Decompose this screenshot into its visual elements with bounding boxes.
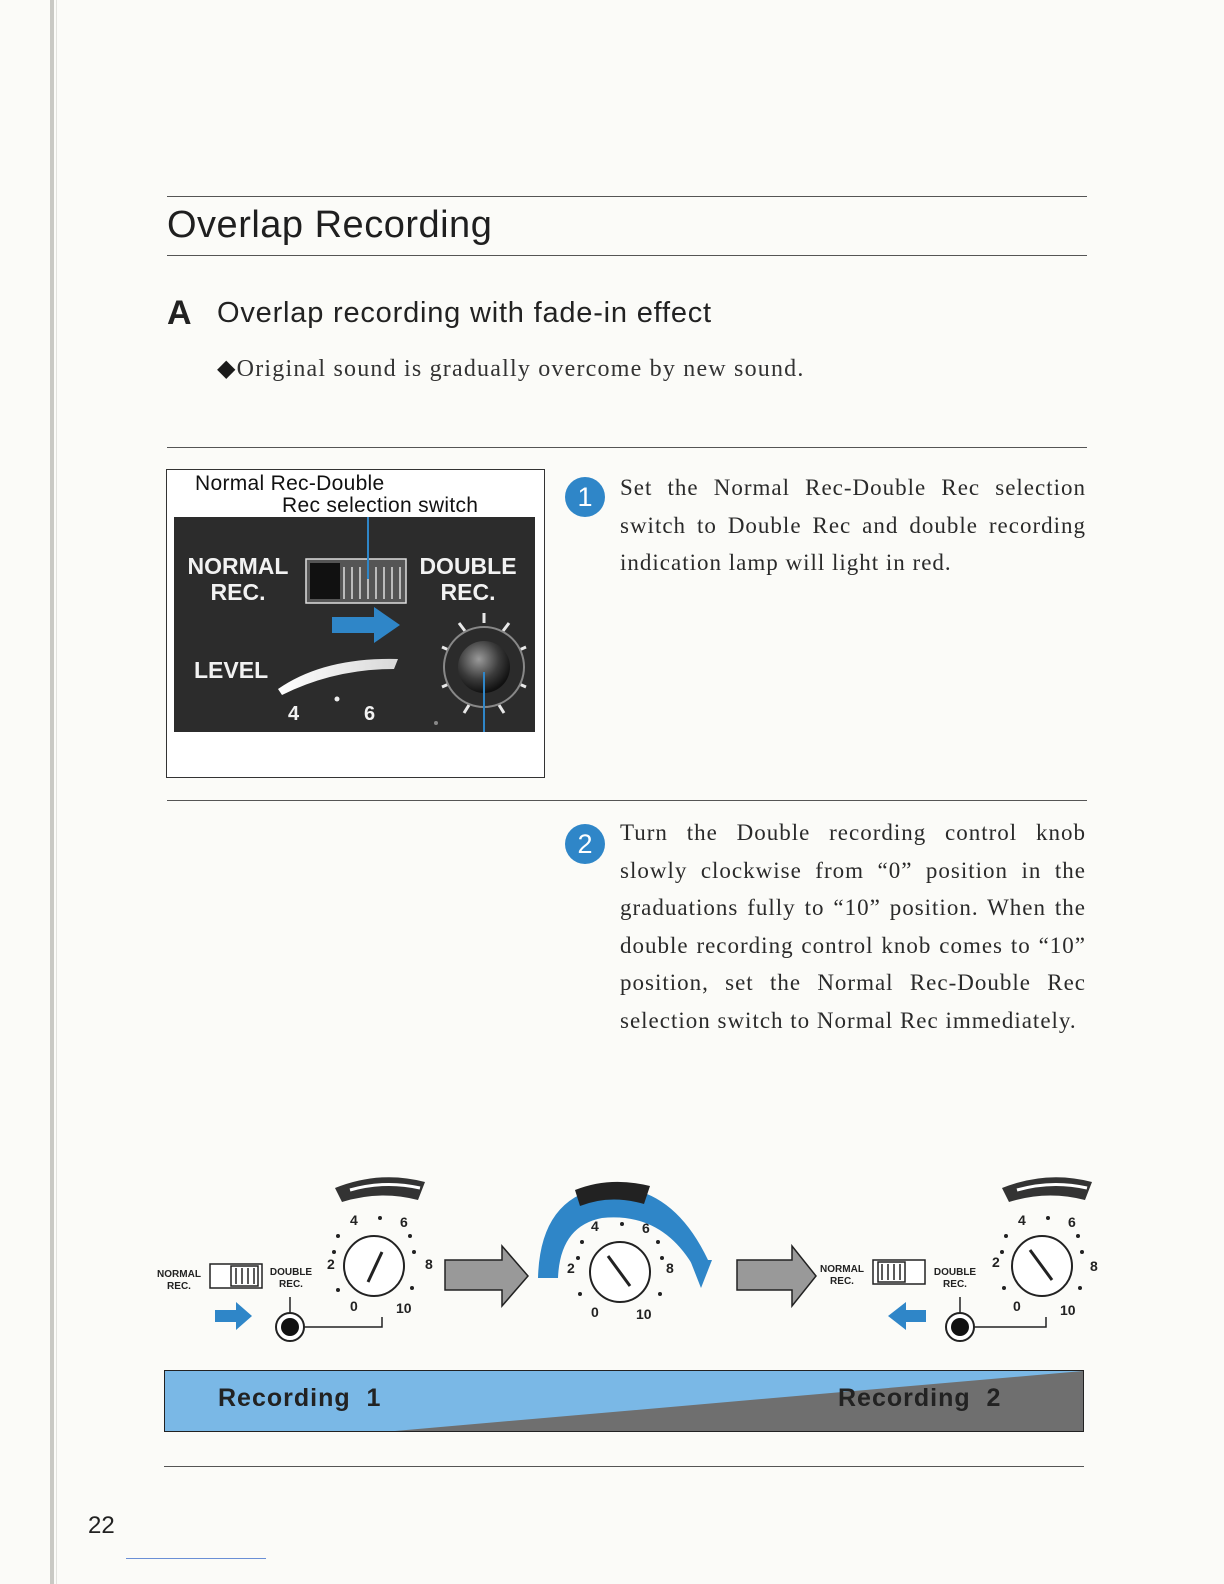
stage-3-tick-8: 8 bbox=[1090, 1258, 1098, 1274]
stage-2-tick-0: 0 bbox=[591, 1304, 599, 1320]
step-2-badge: 2 bbox=[565, 824, 605, 864]
sequence-diagram bbox=[140, 1160, 1100, 1360]
figure-caption-line1: Normal Rec-Double bbox=[195, 472, 385, 495]
stage-3-switch bbox=[873, 1260, 925, 1284]
stage-3-tick-0: 0 bbox=[1013, 1298, 1021, 1314]
stage-1-tick-0: 0 bbox=[350, 1298, 358, 1314]
stage-3-normal-rec-label: NORMAL REC. bbox=[820, 1264, 864, 1287]
panel-photo bbox=[174, 517, 535, 732]
stage-1-tick-8: 8 bbox=[425, 1256, 433, 1272]
stage-2 bbox=[538, 1182, 712, 1302]
stage-1-normal-rec-label: NORMAL REC. bbox=[157, 1269, 201, 1292]
stage-3-tick-10: 10 bbox=[1060, 1302, 1076, 1318]
stage-1-level-arc bbox=[335, 1177, 425, 1202]
page-number: 22 bbox=[88, 1512, 115, 1539]
stage-1-right-arrow-icon bbox=[215, 1302, 252, 1330]
stage-2-tick-2: 2 bbox=[567, 1260, 575, 1276]
section-title: Overlap recording with fade-in effect bbox=[217, 297, 712, 329]
section-mark: A bbox=[167, 294, 192, 332]
stage-2-tick-4: 4 bbox=[591, 1218, 599, 1234]
stage-1-double-rec-label: DOUBLE REC. bbox=[269, 1267, 313, 1290]
step-1-text: Set the Normal Rec-Double Rec selection switch to Double Rec and double recording indication lamp will light in red. bbox=[620, 475, 1086, 575]
diamond-bullet-icon: ◆ bbox=[217, 356, 237, 382]
intro-sentence: Original sound is gradually overcome by new sound. bbox=[236, 356, 805, 382]
level-arc bbox=[278, 659, 398, 695]
panel-level-tick-6: 6 bbox=[364, 703, 376, 725]
bottom-rule bbox=[164, 1466, 1084, 1467]
panel-photo-graphic bbox=[174, 517, 535, 732]
right-arrow-icon bbox=[332, 607, 400, 643]
stage-1 bbox=[210, 1177, 425, 1341]
stage-2-turn-arrowhead-icon bbox=[690, 1260, 712, 1288]
recording-1-label: Recording 1 bbox=[218, 1384, 382, 1412]
stage-2-tick-8: 8 bbox=[666, 1260, 674, 1276]
title-rule-top bbox=[167, 196, 1087, 197]
stage-3-tick-6: 6 bbox=[1068, 1214, 1076, 1230]
step-2-text: Turn the Double recording control knob slowly clockwise from “0” position in the graduations fully to “10” position. When the double recording control knob comes to “10” position, set the Normal Rec-Double Rec selection switch to Normal Rec immediately. bbox=[620, 820, 1086, 1033]
stage-3-left-arrow-icon bbox=[888, 1302, 926, 1330]
section-rule-2 bbox=[167, 800, 1087, 801]
page-title: Overlap Recording bbox=[167, 204, 493, 246]
stage-1-tick-4: 4 bbox=[350, 1212, 358, 1228]
stage-3-double-rec-label: DOUBLE REC. bbox=[933, 1267, 977, 1290]
stage-1-tick-10: 10 bbox=[396, 1300, 412, 1316]
figure-caption-line2: Rec selection switch bbox=[282, 494, 479, 517]
stage-3-tick-4: 4 bbox=[1018, 1212, 1026, 1228]
stage-1-tick-2: 2 bbox=[327, 1256, 335, 1272]
stage-3-tick-2: 2 bbox=[992, 1254, 1000, 1270]
panel-double-rec-label: DOUBLE REC. bbox=[419, 553, 517, 605]
intro-text bbox=[217, 354, 805, 383]
binding-edge-shadow bbox=[56, 0, 57, 1584]
recording-2-label: Recording 2 bbox=[838, 1384, 1002, 1412]
step-1-badge: 1 bbox=[565, 477, 605, 517]
selection-switch-slider bbox=[310, 563, 340, 599]
panel-normal-rec-label: NORMAL REC. bbox=[187, 553, 289, 605]
panel-level-tick-4: 4 bbox=[288, 703, 300, 725]
gray-arrow-2-icon bbox=[737, 1246, 816, 1306]
binding-edge bbox=[50, 0, 54, 1584]
section-rule-1 bbox=[167, 447, 1087, 448]
stage-2-tick-10: 10 bbox=[636, 1306, 652, 1322]
stage-3-level-arc bbox=[1002, 1177, 1092, 1202]
stage-2-tick-6: 6 bbox=[642, 1220, 650, 1236]
stage-1-tick-6: 6 bbox=[400, 1214, 408, 1230]
panel-level-label: LEVEL bbox=[194, 657, 269, 683]
title-rule-bottom bbox=[167, 255, 1087, 256]
footer-line bbox=[126, 1558, 266, 1559]
gray-arrow-1-icon bbox=[445, 1246, 528, 1306]
